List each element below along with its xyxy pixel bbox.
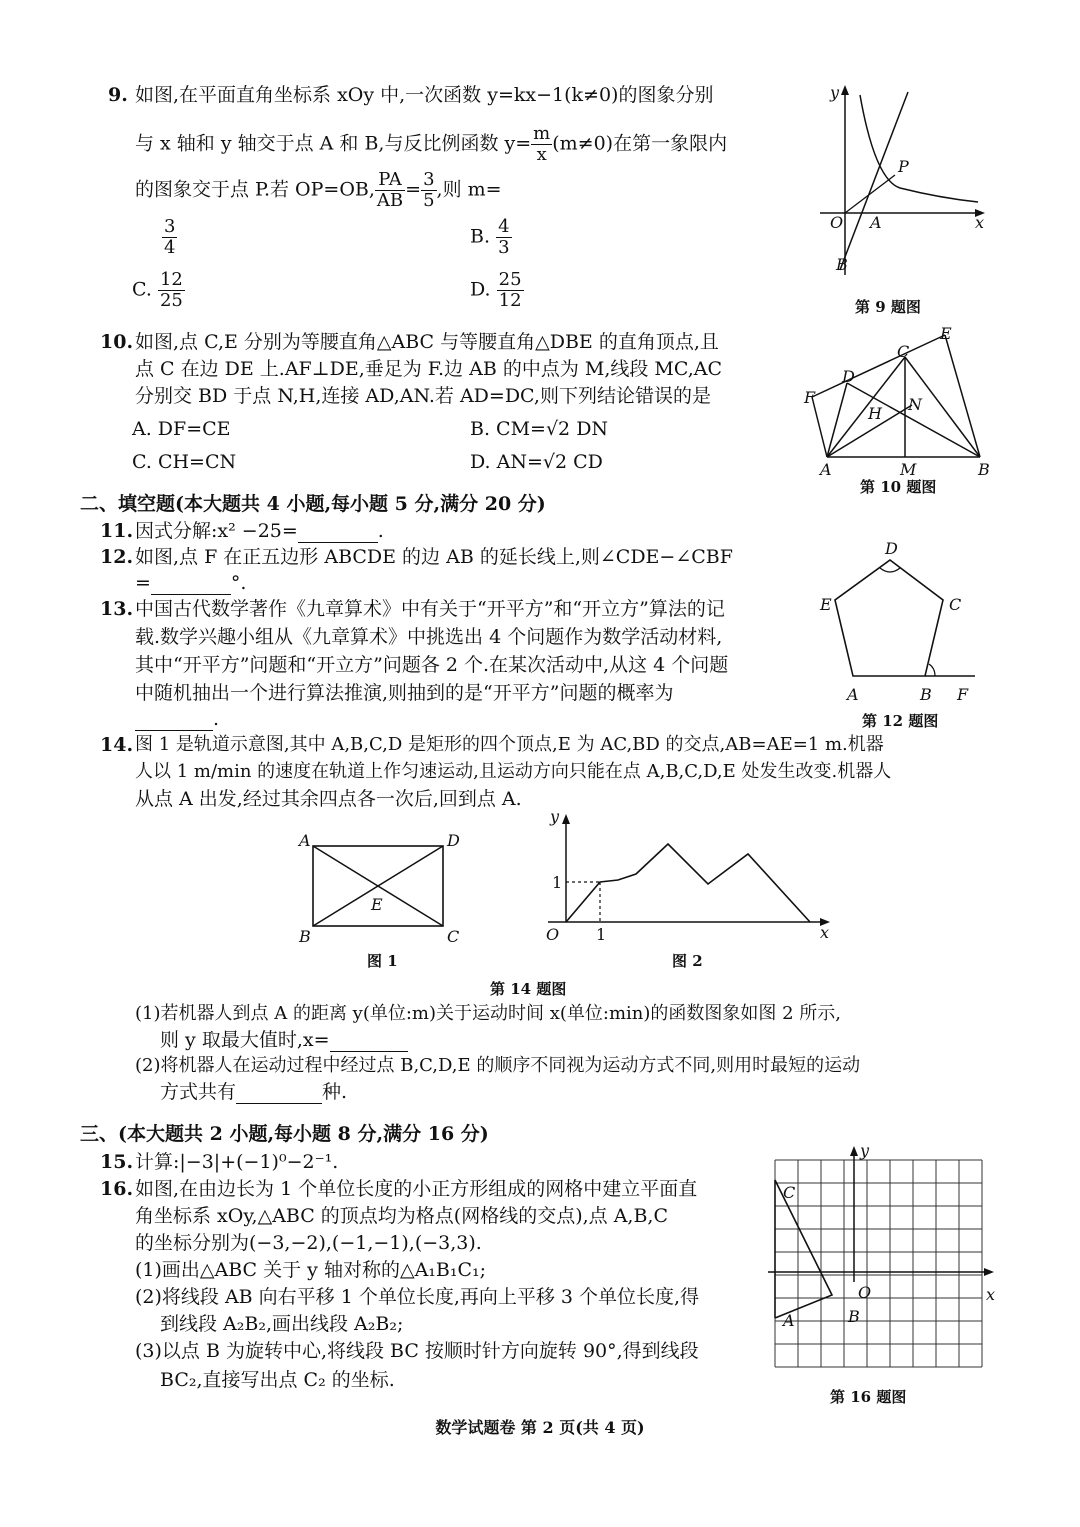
q16-label-o: O bbox=[858, 1283, 872, 1302]
frac-den: 4 bbox=[164, 237, 176, 258]
q14-sub1-line1: (1)若机器人到点 A 的距离 y(单位:m)关于运动时间 x(单位:min)的函数图象如图 2 所示, bbox=[135, 1003, 842, 1024]
q12-number: 12. bbox=[100, 546, 134, 568]
q16-sub1: (1)画出△ABC 关于 y 轴对称的△A₁B₁C₁; bbox=[135, 1259, 487, 1281]
q9-label-b: B bbox=[836, 255, 848, 274]
q9-line2-tail: (m≠0)在第一象限内 bbox=[552, 132, 728, 155]
q9-label-y: y bbox=[830, 83, 840, 102]
section-3-heading: 三、(本大题共 2 小题,每小题 8 分,满分 16 分) bbox=[80, 1123, 489, 1145]
q14-sub1-line2 bbox=[160, 1028, 408, 1052]
frac-den: x bbox=[536, 144, 547, 165]
q13-number: 13. bbox=[100, 598, 134, 620]
q14-label-e: E bbox=[371, 895, 383, 914]
q14-sub2-end: 种. bbox=[322, 1081, 348, 1103]
q16-sub2-line2: 到线段 A₂B₂,画出线段 A₂B₂; bbox=[160, 1313, 404, 1335]
q10-line1: 如图,点 C,E 分别为等腰直角△ABC 与等腰直角△DBE 的直角顶点,且 bbox=[135, 331, 719, 353]
q16-label-b: B bbox=[848, 1307, 860, 1326]
q12-label-c: C bbox=[949, 595, 962, 614]
option-label: D. bbox=[470, 278, 491, 301]
q11-text bbox=[135, 519, 384, 543]
q14-label-d: D bbox=[447, 831, 460, 850]
q15-text: 计算:|−3|+(−1)⁰−2⁻¹. bbox=[135, 1151, 339, 1173]
q14-line3: 从点 A 出发,经过其余四点各一次后,回到点 A. bbox=[135, 788, 522, 810]
q14-figure-2 bbox=[538, 808, 838, 948]
q9-label-p: P bbox=[898, 157, 909, 176]
frac-den: 3 bbox=[498, 237, 510, 258]
q12-caption: 第 12 题图 bbox=[862, 712, 939, 730]
q10-label-h: H bbox=[868, 404, 882, 423]
section-2-heading: 二、填空题(本大题共 4 小题,每小题 5 分,满分 20 分) bbox=[80, 493, 546, 515]
q10-line3: 分别交 BD 于点 N,H,连接 AD,AN.若 AD=DC,则下列结论错误的是 bbox=[135, 385, 711, 407]
q14-fig2-caption: 图 2 bbox=[672, 952, 703, 970]
q10-label-d: D bbox=[842, 367, 855, 386]
q9-line2 bbox=[135, 124, 727, 165]
q12-line1: 如图,点 F 在正五边形 ABCDE 的边 AB 的延长线上,则∠CDE−∠CBF bbox=[135, 546, 733, 568]
q10-label-m: M bbox=[900, 460, 917, 479]
q14-sub2-stem: 方式共有 bbox=[160, 1081, 237, 1103]
q9-line3-tail: ,则 m= bbox=[436, 178, 502, 201]
q16-sub3-line1: (3)以点 B 为旋转中心,将线段 BC 按顺时针方向旋转 90°,得到线段 bbox=[135, 1340, 699, 1362]
q10-option-d: D. AN=√2 CD bbox=[470, 451, 603, 473]
q11-answer-blank[interactable] bbox=[298, 524, 378, 543]
q14-sub2-line1: (2)将机器人在运动过程中经过点 B,C,D,E 的顺序不同视为运动方式不同,则用时最短的运动 bbox=[135, 1055, 861, 1076]
q12-label-d: D bbox=[885, 539, 898, 558]
frac-den: 12 bbox=[498, 290, 522, 311]
q14-figure-1 bbox=[295, 830, 475, 950]
q16-number: 16. bbox=[100, 1178, 134, 1200]
option-label: B. bbox=[470, 225, 491, 248]
q10-label-n: N bbox=[908, 395, 922, 414]
q12-label-e: E bbox=[820, 595, 832, 614]
frac-den: AB bbox=[376, 190, 404, 211]
q9-eq: = bbox=[405, 178, 422, 201]
q14-sub1-answer-blank[interactable] bbox=[330, 1033, 408, 1052]
q11-number: 11. bbox=[100, 520, 134, 542]
frac-den: 5 bbox=[423, 190, 435, 211]
q10-number: 10. bbox=[100, 331, 134, 353]
frac-num: 25 bbox=[498, 269, 522, 290]
q13-line2: 载.数学兴趣小组从《九章算术》中挑选出 4 个问题作为数学活动材料, bbox=[135, 626, 723, 648]
q11-end: . bbox=[377, 520, 384, 542]
q13-line1: 中国古代数学著作《九章算术》中有关于“开平方”和“开立方”算法的记 bbox=[135, 598, 725, 620]
q12-eq: = bbox=[135, 572, 151, 594]
option-label: C. bbox=[132, 278, 152, 301]
q9-frac-3-5 bbox=[421, 170, 436, 211]
q14-sub2-line2 bbox=[160, 1080, 347, 1104]
q16-sub2-line1: (2)将线段 AB 向右平移 1 个单位长度,再向上平移 3 个单位长度,得 bbox=[135, 1286, 700, 1308]
q9-figure bbox=[800, 80, 1000, 310]
q14-fig2-tick-y1: 1 bbox=[552, 873, 563, 892]
q12-label-b: B bbox=[920, 685, 932, 704]
q9-option-c bbox=[132, 270, 185, 311]
q10-option-b: B. CM=√2 DN bbox=[470, 418, 609, 440]
q12-figure bbox=[815, 538, 985, 713]
q12-label-a: A bbox=[847, 685, 859, 704]
q10-label-f: F bbox=[804, 388, 816, 407]
q16-label-y: y bbox=[860, 1141, 870, 1160]
q9-option-a bbox=[162, 217, 177, 258]
q9-label-a: A bbox=[870, 213, 882, 232]
q16-sub3-line2: BC₂,直接写出点 C₂ 的坐标. bbox=[160, 1369, 395, 1391]
frac-num: 4 bbox=[498, 216, 510, 237]
q9-option-d bbox=[470, 270, 524, 311]
q9-line3 bbox=[135, 170, 502, 211]
q10-label-e: E bbox=[940, 324, 952, 343]
q14-label-b: B bbox=[299, 927, 311, 946]
q16-line1: 如图,在由边长为 1 个单位长度的小正方形组成的网格中建立平面直 bbox=[135, 1178, 698, 1200]
q16-caption: 第 16 题图 bbox=[830, 1388, 907, 1406]
q16-label-c: C bbox=[783, 1183, 796, 1202]
q10-option-c: C. CH=CN bbox=[132, 451, 237, 473]
q9-line2-text: 与 x 轴和 y 轴交于点 A 和 B,与反比例函数 y= bbox=[135, 132, 532, 155]
q13-line5 bbox=[135, 707, 219, 731]
frac-num: 3 bbox=[164, 216, 176, 237]
q14-fig1-caption: 图 1 bbox=[367, 952, 398, 970]
q10-label-c: C bbox=[897, 342, 910, 361]
q11-stem: 因式分解:x² −25= bbox=[135, 520, 298, 542]
q16-label-a: A bbox=[783, 1311, 795, 1330]
q16-line2: 角坐标系 xOy,△ABC 的顶点均为格点(网格线的交点),点 A,B,C bbox=[135, 1205, 669, 1227]
q14-label-a: A bbox=[299, 831, 311, 850]
q14-fig2-label-o: O bbox=[546, 925, 560, 944]
q9-frac-pa-ab bbox=[375, 170, 405, 211]
q10-label-b: B bbox=[978, 460, 990, 479]
q9-line3-text: 的图象交于点 P.若 OP=OB, bbox=[135, 178, 375, 201]
q10-caption: 第 10 题图 bbox=[860, 478, 937, 496]
q15-number: 15. bbox=[100, 1151, 134, 1173]
q12-label-f: F bbox=[957, 685, 969, 704]
q14-fig2-label-y: y bbox=[550, 807, 560, 826]
q10-line2: 点 C 在边 DE 上.AF⊥DE,垂足为 F.边 AB 的中点为 M,线段 MC,AC bbox=[135, 358, 723, 380]
q13-end: . bbox=[213, 708, 220, 730]
frac-num: 3 bbox=[423, 169, 435, 190]
q14-sub1-stem: 则 y 取最大值时,x= bbox=[160, 1029, 330, 1051]
q14-sub2-answer-blank[interactable] bbox=[236, 1085, 322, 1104]
q14-caption: 第 14 题图 bbox=[490, 980, 567, 998]
frac-num: m bbox=[533, 123, 551, 144]
q14-line1: 图 1 是轨道示意图,其中 A,B,C,D 是矩形的四个顶点,E 为 AC,BD 的交点,AB=AE=1 m.机器 bbox=[135, 734, 884, 755]
q14-line2: 人以 1 m/min 的速度在轨道上作匀速运动,且运动方向只能在点 A,B,C,D,E 处发生改变.机器人 bbox=[135, 761, 892, 782]
q14-label-c: C bbox=[447, 927, 460, 946]
q10-figure bbox=[800, 324, 1000, 479]
q9-number: 9. bbox=[108, 84, 128, 106]
q14-number: 14. bbox=[100, 734, 134, 756]
frac-num: 12 bbox=[159, 269, 183, 290]
q9-caption: 第 9 题图 bbox=[855, 298, 921, 316]
q9-label-o: O bbox=[830, 213, 844, 232]
q13-line4: 中随机抽出一个进行算法推演,则抽到的是“开平方”问题的概率为 bbox=[135, 682, 674, 704]
q12-end: °. bbox=[230, 572, 247, 594]
frac-num: PA bbox=[375, 170, 405, 191]
q14-fig2-label-x: x bbox=[820, 923, 830, 942]
q9-line1: 如图,在平面直角坐标系 xOy 中,一次函数 y=kx−1(k≠0)的图象分别 bbox=[135, 84, 714, 106]
q14-fig2-tick-x1: 1 bbox=[596, 925, 607, 944]
q16-label-x: x bbox=[986, 1285, 996, 1304]
q13-answer-blank[interactable] bbox=[135, 712, 213, 731]
q9-label-x: x bbox=[975, 213, 985, 232]
q10-label-a: A bbox=[820, 460, 832, 479]
q12-answer-blank[interactable] bbox=[151, 576, 231, 595]
q13-line3: 其中“开平方”问题和“开立方”问题各 2 个.在某次活动中,从这 4 个问题 bbox=[135, 654, 729, 676]
q9-option-b bbox=[470, 217, 512, 258]
page-footer: 数学试题卷 第 2 页(共 4 页) bbox=[435, 1418, 645, 1437]
q10-option-a: A. DF=CE bbox=[132, 418, 231, 440]
q12-line2 bbox=[135, 571, 246, 595]
q16-line3: 的坐标分别为(−3,−2),(−1,−1),(−3,3). bbox=[135, 1232, 482, 1254]
frac-den: 25 bbox=[159, 290, 183, 311]
q9-frac-m-over-x bbox=[531, 124, 552, 165]
q16-grid-figure bbox=[768, 1140, 1008, 1380]
